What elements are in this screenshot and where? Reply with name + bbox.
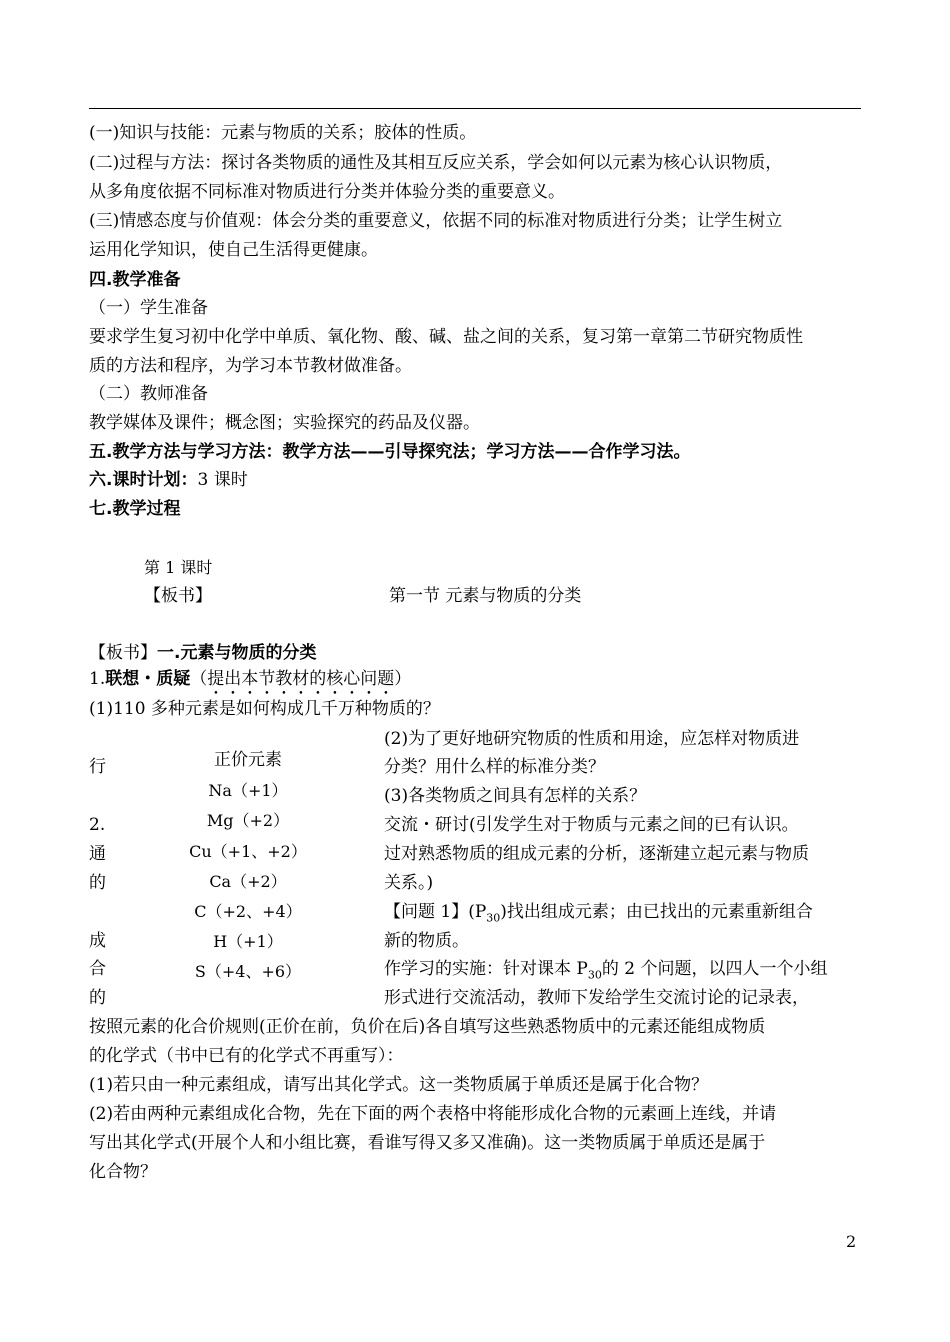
valence-item: C（+2、+4） (194, 902, 302, 921)
problem1-text-a: 【问题 1】(P (384, 902, 487, 922)
exchange-line2: 过对熟悉物质的组成元素的分析，逐渐建立起元素与物质 (384, 844, 809, 864)
student-prep-line1: 要求学生复习初中化学中单质、氧化物、酸、碱、盐之间的关系，复习第一章第二节研究物质性 (89, 327, 803, 347)
section6-value: 3 课时 (197, 470, 248, 490)
student-prep-heading: （一）学生准备 (89, 298, 208, 318)
left-col-1: 2. (89, 815, 106, 835)
tail-line3: (1)若只由一种元素组成，请写出其化学式。这一类物质属于单质还是属于化合物？ (89, 1075, 709, 1095)
item1-note-open: （ (190, 669, 208, 689)
item1-note-close: ） (394, 669, 412, 689)
board-title: 第一节 元素与物质的分类 (389, 586, 582, 606)
section6-label: 六.课时计划： (89, 470, 198, 490)
board2-text: 一.元素与物质的分类 (157, 643, 317, 663)
left-col-6: 的 (89, 988, 106, 1008)
valence-title: 正价元素 (214, 750, 282, 770)
question-1: (1)110 多种元素是如何构成几千万种物质的？ (89, 699, 440, 719)
valence-item: Ca（+2） (209, 872, 287, 891)
header-rule (89, 108, 861, 109)
goal-process-line2: 从多角度依据不同标准对物质进行分类并体验分类的重要意义。 (89, 182, 565, 202)
valence-item: Na（+1） (208, 781, 288, 800)
board2-line (89, 641, 316, 665)
student-prep-line2: 质的方法和程序，为学习本节教材做准备。 (89, 356, 412, 376)
problem1-line2: 新的物质。 (384, 931, 469, 951)
item1-line (89, 667, 411, 699)
coop-text-b: 的 2 个问题，以四人一个小组 (601, 959, 828, 979)
teacher-prep-heading: （二）教师准备 (89, 384, 208, 404)
item1-number: 1. (89, 669, 106, 689)
exchange-line1: 交流・研讨(引发学生对于物质与元素之间的已有认识。 (384, 815, 799, 835)
section6-line (89, 468, 248, 492)
left-col-0: 行 (89, 757, 106, 777)
section4-heading: 四.教学准备 (89, 270, 181, 290)
coop-line1 (384, 957, 827, 987)
board2-tag: 【板书】 (89, 643, 157, 663)
lesson-period: 第 1 课时 (144, 558, 213, 577)
tail-line1: 按照元素的化合价规则(正价在前，负价在后)各自填写这些熟悉物质中的元素还能组成物质 (89, 1017, 766, 1037)
valence-item: Mg（+2） (206, 811, 290, 830)
question-2-line1: (2)为了更好地研究物质的性质和用途，应怎样对物质进 (384, 729, 800, 749)
coop-text-a: 作学习的实施：针对课本 P (384, 959, 588, 979)
section5-heading: 五.教学方法与学习方法：教学方法——引导探究法；学习方法——合作学习法。 (89, 442, 691, 462)
left-col-3: 的 (89, 873, 106, 893)
left-col-2: 通 (89, 844, 106, 864)
coop-line2: 形式进行交流活动，教师下发给学生交流讨论的记录表， (384, 988, 809, 1008)
question-3: (3)各类物质之间具有怎样的关系？ (384, 786, 647, 806)
coop-sub: 30 (587, 968, 602, 982)
board-tag: 【板书】 (144, 586, 212, 606)
question-2-line2: 分类？用什么样的标准分类？ (384, 757, 605, 777)
left-col-4: 成 (89, 931, 106, 951)
left-col-5: 合 (89, 959, 106, 979)
valence-item: S（+4、+6） (194, 962, 302, 981)
valence-item: H（+1） (213, 932, 283, 951)
tail-line5: 写出其化学式(开展个人和小组比赛，看谁写得又多又准确)。这一类物质属于单质还是属于 (89, 1133, 766, 1153)
teacher-prep-line1: 教学媒体及课件；概念图；实验探究的药品及仪器。 (89, 413, 480, 433)
goal-attitude-line2: 运用化学知识，使自己生活得更健康。 (89, 240, 378, 260)
section7-heading: 七.教学过程 (89, 499, 181, 519)
page-number: 2 (846, 1232, 857, 1251)
valence-item: Cu（+1、+2） (189, 842, 307, 861)
tail-line6: 化合物？ (89, 1162, 157, 1182)
tail-line2: 的化学式（书中已有的化学式不再重写）： (89, 1046, 404, 1066)
problem1-text-b: )找出组成元素；由已找出的元素重新组合 (500, 902, 813, 922)
problem1-line1 (384, 900, 813, 930)
item1-title: 联想・质疑 (105, 669, 191, 689)
exchange-line3: 关系。) (384, 873, 434, 893)
item1-note: 提出本节教材的核心问题 (207, 669, 395, 689)
problem1-sub: 30 (486, 911, 501, 925)
goal-process-line1: (二)过程与方法：探讨各类物质的通性及其相互反应关系，学会如何以元素为核心认识物质， (89, 153, 783, 173)
goal-knowledge: (一)知识与技能：元素与物质的关系；胶体的性质。 (89, 123, 477, 143)
goal-attitude-line1: (三)情感态度与价值观：体会分类的重要意义，依据不同的标准对物质进行分类；让学生树立 (89, 211, 783, 231)
tail-line4: (2)若由两种元素组成化合物，先在下面的两个表格中将能形成化合物的元素画上连线，并请 (89, 1104, 777, 1124)
